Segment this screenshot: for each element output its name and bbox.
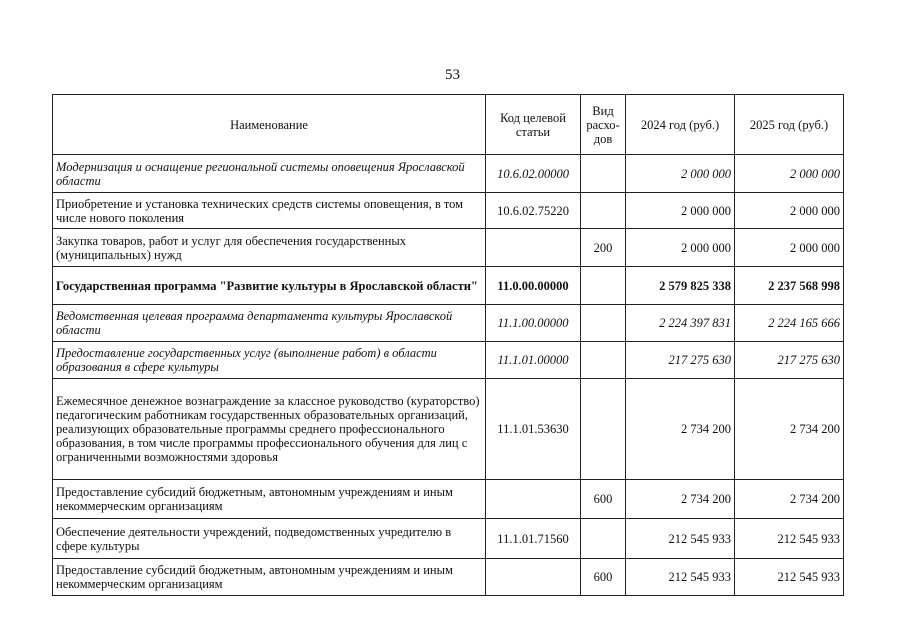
row-2024-value-cell: 212 545 933 <box>626 559 735 596</box>
row-2025-value-cell: 2 734 200 <box>735 379 844 480</box>
row-code-cell <box>486 480 581 519</box>
row-name-cell: Закупка товаров, работ и услуг для обеспечения государственных (муниципальных) нужд <box>53 229 486 267</box>
table-row <box>53 193 844 229</box>
table-row <box>53 305 844 342</box>
row-2024-value-cell: 2 000 000 <box>626 193 735 229</box>
row-code-cell <box>486 559 581 596</box>
row-code-cell: 11.1.01.71560 <box>486 519 581 559</box>
row-vid-cell <box>581 342 626 379</box>
row-2024-value-cell: 212 545 933 <box>626 519 735 559</box>
row-2024-value-cell: 217 275 630 <box>626 342 735 379</box>
budget-table <box>52 94 844 596</box>
row-name-cell: Предоставление субсидий бюджетным, автономным учреждениям и иным некоммерческим организациям <box>53 480 486 519</box>
row-vid-cell <box>581 267 626 305</box>
row-2025-value-cell: 2 734 200 <box>735 480 844 519</box>
row-name-cell: Приобретение и установка технических средств системы оповещения, в том числе нового поколения <box>53 193 486 229</box>
row-2025-value-cell: 2 000 000 <box>735 193 844 229</box>
row-vid-cell: 200 <box>581 229 626 267</box>
row-2024-value-cell: 2 000 000 <box>626 155 735 193</box>
table-row <box>53 155 844 193</box>
row-vid-cell <box>581 305 626 342</box>
row-vid-cell <box>581 519 626 559</box>
row-2024-value-cell: 2 579 825 338 <box>626 267 735 305</box>
row-code-cell <box>486 229 581 267</box>
row-vid-cell <box>581 379 626 480</box>
row-2025-value-cell: 2 000 000 <box>735 229 844 267</box>
row-name-cell: Предоставление государственных услуг (выполнение работ) в области образования в сфере культуры <box>53 342 486 379</box>
page-number: 53 <box>445 67 460 83</box>
row-2025-value-cell: 2 224 165 666 <box>735 305 844 342</box>
table-header-row <box>53 95 844 155</box>
row-vid-cell: 600 <box>581 559 626 596</box>
row-2025-value-cell: 212 545 933 <box>735 559 844 596</box>
row-code-cell: 10.6.02.75220 <box>486 193 581 229</box>
header-year-2024: 2024 год (руб.) <box>626 95 735 155</box>
row-2024-value-cell: 2 734 200 <box>626 379 735 480</box>
row-code-cell: 10.6.02.00000 <box>486 155 581 193</box>
row-2024-value-cell: 2 224 397 831 <box>626 305 735 342</box>
row-vid-cell <box>581 155 626 193</box>
row-name-cell: Обеспечение деятельности учреждений, подведомственных учредителю в сфере культуры <box>53 519 486 559</box>
row-name-cell: Предоставление субсидий бюджетным, автономным учреждениям и иным некоммерческим организациям <box>53 559 486 596</box>
table-row <box>53 379 844 480</box>
row-2025-value-cell: 2 000 000 <box>735 155 844 193</box>
table-body <box>53 155 844 596</box>
row-code-cell: 11.1.00.00000 <box>486 305 581 342</box>
table-row <box>53 519 844 559</box>
row-2024-value-cell: 2 734 200 <box>626 480 735 519</box>
table-row <box>53 480 844 519</box>
row-2025-value-cell: 217 275 630 <box>735 342 844 379</box>
row-vid-cell: 600 <box>581 480 626 519</box>
row-2024-value-cell: 2 000 000 <box>626 229 735 267</box>
header-vid: Вид расхо-дов <box>581 95 626 155</box>
row-vid-cell <box>581 193 626 229</box>
row-2025-value-cell: 2 237 568 998 <box>735 267 844 305</box>
row-code-cell: 11.0.00.00000 <box>486 267 581 305</box>
row-2025-value-cell: 212 545 933 <box>735 519 844 559</box>
table-row <box>53 342 844 379</box>
row-name-cell: Государственная программа "Развитие культуры в Ярославской области" <box>53 267 486 305</box>
table-row <box>53 229 844 267</box>
table-row <box>53 559 844 596</box>
table-row <box>53 267 844 305</box>
row-code-cell: 11.1.01.00000 <box>486 342 581 379</box>
row-name-cell: Ежемесячное денежное вознаграждение за классное руководство (кураторство) педагогическим работникам государственных образовательных организаций, реализующих образовательные программы среднего профессионального образования, в том числе программы профессионального обучения для лиц с ограниченными возможностями здоровья <box>53 379 486 480</box>
row-code-cell: 11.1.01.53630 <box>486 379 581 480</box>
row-name-cell: Ведомственная целевая программа департамента культуры Ярославской области <box>53 305 486 342</box>
row-name-cell: Модернизация и оснащение региональной системы оповещения Ярославской области <box>53 155 486 193</box>
header-name: Наименование <box>53 95 486 155</box>
header-code: Код целевой статьи <box>486 95 581 155</box>
header-year-2025: 2025 год (руб.) <box>735 95 844 155</box>
